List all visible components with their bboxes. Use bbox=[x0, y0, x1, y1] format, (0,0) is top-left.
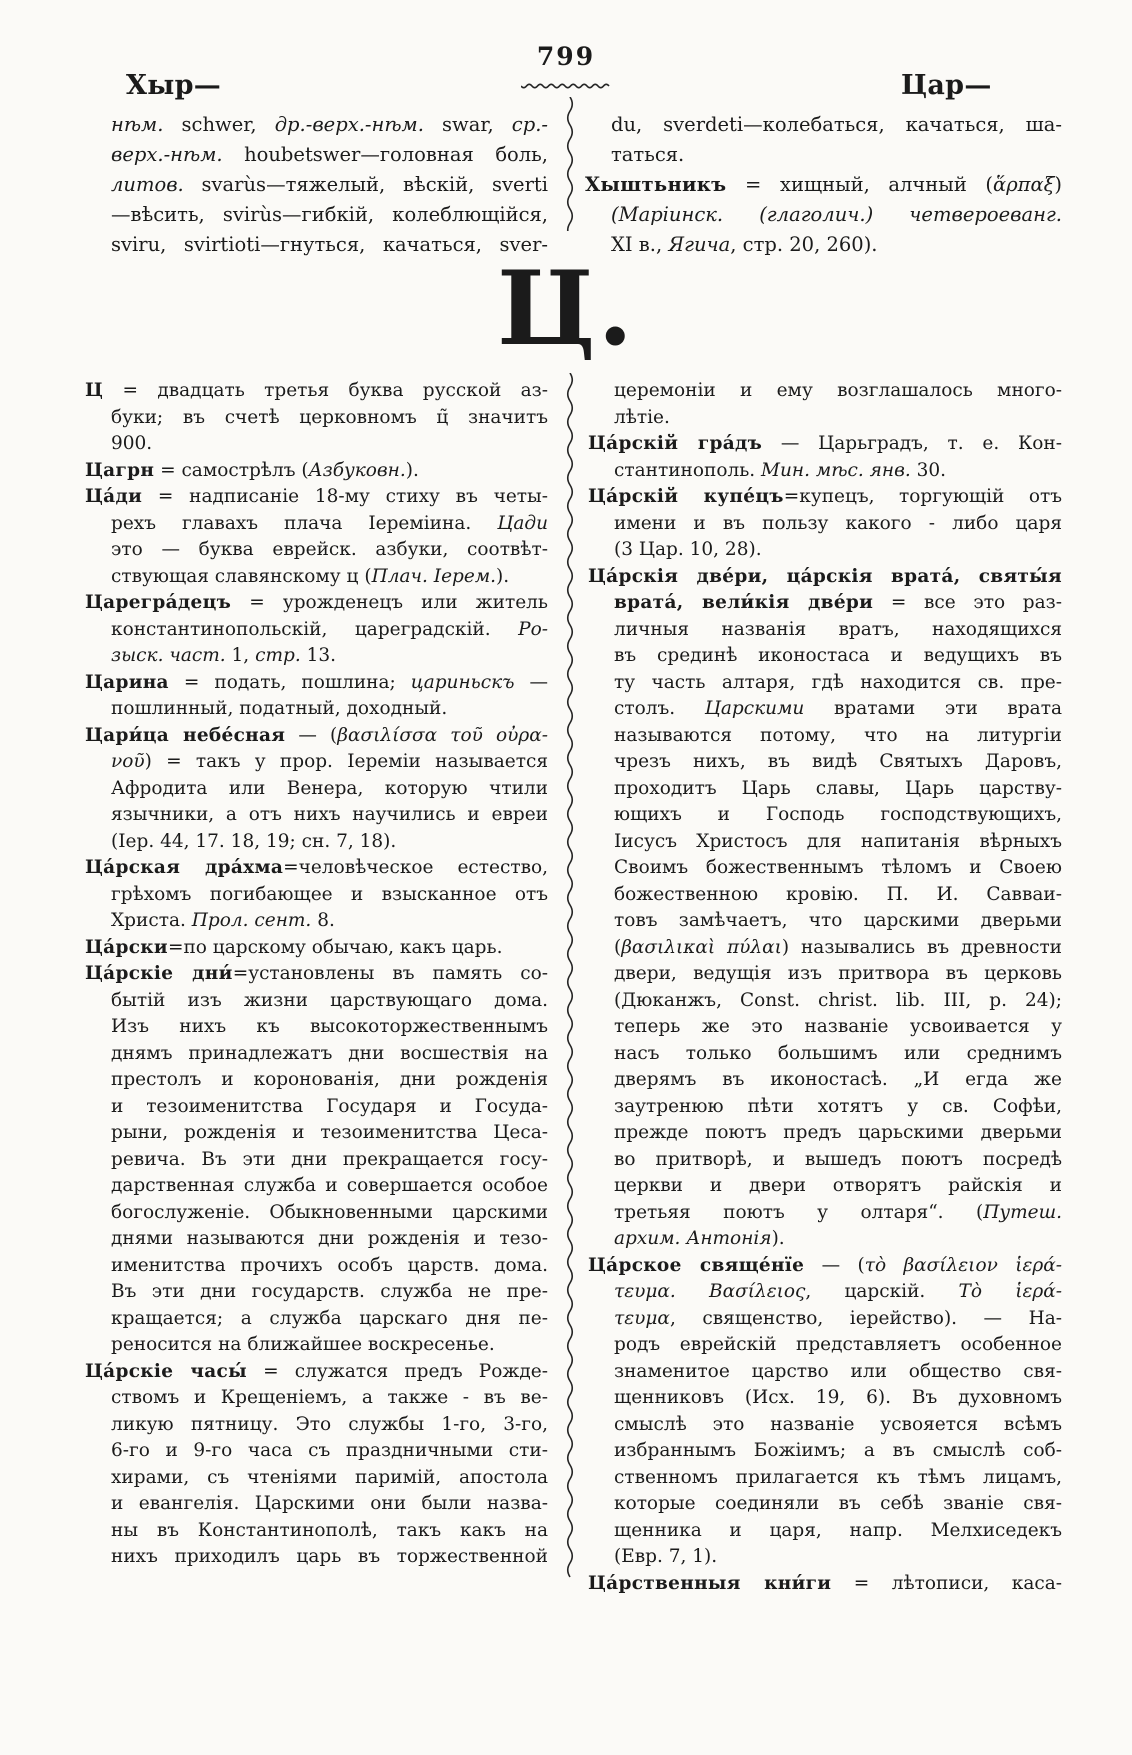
text-line bbox=[85, 1041, 548, 1068]
text-line bbox=[588, 855, 1062, 882]
body-text: Въ эти дни государств. служба не пре- bbox=[111, 1281, 548, 1302]
text-line bbox=[588, 1412, 1062, 1439]
dictionary-entry bbox=[85, 378, 548, 458]
body-text: богослуженіе. Обыкновенными царскими bbox=[111, 1201, 548, 1223]
body-text: — bbox=[514, 671, 548, 693]
body-text: = урожденецъ или житель bbox=[231, 592, 548, 613]
body-text: заутренюю пѣти хотятъ у св. Софѣи, bbox=[614, 1095, 1062, 1117]
reference-text: Азбуковн. bbox=[308, 459, 406, 481]
body-text: рыни, рожденія и тезоименитства Цеса- bbox=[111, 1122, 548, 1143]
body-text: теперь же это названіе усвоивается у bbox=[614, 1016, 1062, 1037]
body-text: ). bbox=[496, 565, 510, 587]
reference-text: (Маріинск. (глаголич.) четвероеванг. bbox=[611, 203, 1062, 226]
body-text: 30. bbox=[910, 459, 947, 481]
body-text: ны въ Константинополѣ, такъ какъ на bbox=[111, 1519, 548, 1541]
text-line bbox=[85, 1014, 548, 1041]
headword: Ца́рственныя кни́ги bbox=[588, 1572, 832, 1594]
text-line bbox=[588, 988, 1062, 1015]
body-text: нихъ приходилъ царь въ торжественной bbox=[111, 1546, 548, 1567]
text-line bbox=[85, 110, 548, 140]
body-text: дверямъ въ иконостасѣ. „И егда же bbox=[614, 1069, 1062, 1090]
dictionary-entry bbox=[85, 723, 548, 856]
body-text: стантинополь. bbox=[614, 459, 762, 481]
text-line bbox=[585, 200, 1062, 230]
text-line bbox=[588, 1544, 1062, 1571]
text-line bbox=[85, 1279, 548, 1306]
text-line bbox=[85, 200, 548, 230]
text-line bbox=[85, 749, 548, 776]
text-line bbox=[588, 643, 1062, 670]
text-line bbox=[85, 537, 548, 564]
greek-text: βασιλικαὶ πύλαι bbox=[621, 936, 782, 958]
text-line bbox=[85, 590, 548, 617]
body-text: прежде поютъ предъ царьскими дверьми bbox=[614, 1122, 1062, 1143]
headword: Ца́рскіе часы́ bbox=[85, 1360, 247, 1382]
body-text: (3 Цар. 10, 28). bbox=[614, 539, 762, 560]
text-line bbox=[585, 170, 1062, 200]
body-text: и евангелія. Царскими они были назва- bbox=[111, 1493, 548, 1514]
greek-text: νοῦ bbox=[111, 751, 145, 772]
text-line bbox=[588, 749, 1062, 776]
text-line bbox=[85, 1067, 548, 1094]
body-text: svarùs—тяжелый, вѣскій, sverti bbox=[183, 173, 548, 196]
body-text: swar, bbox=[423, 113, 512, 136]
body-text: проходитъ Царь славы, Царь царству- bbox=[614, 777, 1062, 799]
text-line bbox=[85, 1518, 548, 1545]
text-line bbox=[588, 537, 1062, 564]
body-text: 6-го и 9-го часа съ праздничными сти- bbox=[111, 1440, 548, 1461]
dictionary-entry bbox=[588, 1253, 1062, 1571]
text-line bbox=[588, 1014, 1062, 1041]
page-number-rule bbox=[521, 82, 619, 91]
body-text: Своимъ божественнымъ тѣломъ и Своею bbox=[614, 857, 1062, 878]
dictionary-entry bbox=[85, 935, 548, 962]
body-text: двери, ведущія изъ притвора въ церковь bbox=[614, 963, 1062, 984]
body-text: ) = такъ у прор. Іереміи называется bbox=[144, 751, 548, 772]
text-line bbox=[85, 1200, 548, 1227]
text-line bbox=[588, 1173, 1062, 1200]
body-text: константинопольскій, цареградскій. bbox=[111, 618, 519, 640]
text-line bbox=[85, 1120, 548, 1147]
text-line bbox=[588, 1518, 1062, 1545]
dictionary-entry bbox=[85, 855, 548, 935]
body-text: ). bbox=[771, 1228, 785, 1249]
text-line bbox=[85, 723, 548, 750]
body-text: третьяя поютъ у олтаря“. ( bbox=[614, 1201, 984, 1223]
text-line bbox=[85, 484, 548, 511]
body-text: ту часть алтаря, гдѣ находится св. пре- bbox=[614, 671, 1062, 693]
dictionary-entry bbox=[588, 1571, 1062, 1598]
text-line bbox=[588, 484, 1062, 511]
text-line bbox=[588, 1491, 1062, 1518]
text-line bbox=[588, 723, 1062, 750]
body-text: пошлинный, податный, доходный. bbox=[111, 698, 448, 719]
body-text: хирами, съ чтеніями паримій, апостола bbox=[111, 1466, 548, 1488]
text-line bbox=[85, 1438, 548, 1465]
body-text: schwer, bbox=[163, 113, 275, 136]
text-line bbox=[85, 405, 548, 432]
body-text: буки; въ счетѣ церковномъ ц̃ значитъ bbox=[111, 406, 548, 428]
headword: Ца́рскія две́ри, ца́рскія врата́, святы́я bbox=[588, 565, 1062, 587]
body-text: —вѣсить, svirùs—гибкій, колеблющійся, bbox=[111, 203, 548, 226]
reference-text: Прол. сент. bbox=[191, 910, 312, 931]
reference-text: Ро- bbox=[518, 618, 548, 640]
text-line bbox=[588, 1120, 1062, 1147]
body-text: ствующая славянскому ц ( bbox=[111, 565, 372, 587]
text-line bbox=[588, 696, 1062, 723]
body-text: столъ. bbox=[614, 698, 705, 719]
body-text: церкви и двери отворятъ райскія и bbox=[614, 1175, 1062, 1196]
body-text: ) назывались въ древности bbox=[781, 936, 1063, 958]
body-text: ). bbox=[405, 459, 419, 481]
body-text: имени и въ пользу какого - либо царя bbox=[614, 512, 1062, 534]
text-line bbox=[588, 511, 1062, 538]
continuation-paragraph bbox=[588, 378, 1062, 431]
body-text: родъ еврейскій представляетъ особенное bbox=[614, 1334, 1062, 1355]
text-line bbox=[85, 564, 548, 591]
text-line bbox=[588, 1359, 1062, 1386]
body-text: церемоніи и ему возглашалось много- bbox=[614, 380, 1062, 401]
body-text: товъ замѣчаетъ, что царскими дверьми bbox=[614, 910, 1062, 931]
body-text: Изъ нихъ къ высокоторжественнымъ bbox=[111, 1016, 548, 1037]
reference-text: ср.- bbox=[511, 113, 548, 136]
body-text: du, sverdeti—колебаться, качаться, ша- bbox=[611, 113, 1062, 136]
text-line bbox=[588, 1332, 1062, 1359]
dictionary-entry bbox=[588, 564, 1062, 1253]
headword: Ц bbox=[85, 380, 104, 401]
text-line bbox=[85, 378, 548, 405]
text-line bbox=[85, 802, 548, 829]
body-text: божественною кровію. П. И. Савваи- bbox=[614, 883, 1062, 905]
body-text: = надписаніе 18-му стиху въ четы- bbox=[142, 486, 548, 507]
top-right-column bbox=[585, 110, 1062, 260]
headword: Ца́рскіе дни́ bbox=[85, 963, 233, 984]
text-line bbox=[85, 1094, 548, 1121]
body-text: личныя названія вратъ, находящихся bbox=[614, 618, 1062, 640]
body-text: Христа. bbox=[111, 910, 192, 931]
body-text: бытій изъ жизни царствующаго дома. bbox=[111, 989, 548, 1011]
text-line bbox=[588, 882, 1062, 909]
body-text: XI в., bbox=[611, 233, 669, 256]
body-text: , царскій. bbox=[805, 1281, 959, 1302]
text-line bbox=[85, 1359, 548, 1386]
text-line bbox=[588, 405, 1062, 432]
body-text: кращается; а служба царскаго дня пе- bbox=[111, 1307, 548, 1329]
body-text: во притворѣ, и вышедъ поютъ посредѣ bbox=[614, 1148, 1062, 1170]
body-text: 8. bbox=[311, 910, 335, 931]
reference-text: стр. bbox=[255, 645, 301, 666]
body-text: ликую пятницу. Это службы 1-го, 3-го, bbox=[111, 1413, 548, 1435]
text-line bbox=[585, 230, 1062, 260]
text-line bbox=[85, 882, 548, 909]
body-text: , священство, іерейство). — На- bbox=[669, 1307, 1062, 1329]
reference-text: Цади bbox=[497, 512, 548, 534]
reference-text: цариньскъ bbox=[410, 671, 515, 693]
body-text: Афродита или Венера, которую чтили bbox=[111, 777, 548, 799]
headword: Царина bbox=[85, 671, 169, 693]
headword: Царегра́децъ bbox=[85, 592, 232, 613]
body-text: ) bbox=[1054, 173, 1062, 196]
text-line bbox=[588, 458, 1062, 485]
headword: Ца́рскій купе́цъ bbox=[588, 486, 784, 507]
text-line bbox=[588, 617, 1062, 644]
body-text: насъ только большимъ или среднимъ bbox=[614, 1042, 1062, 1064]
page-number: 799 bbox=[536, 42, 596, 71]
text-line bbox=[588, 1465, 1062, 1492]
body-text: houbetswer—головная боль, bbox=[222, 143, 548, 166]
body-text: ющихъ и Господь господствующихъ, bbox=[614, 804, 1062, 825]
dictionary-entry bbox=[85, 670, 548, 723]
text-line bbox=[85, 170, 548, 200]
body-text: называются потому, что на литургіи bbox=[614, 724, 1062, 746]
body-text: знаменитое царство или общество свя- bbox=[614, 1360, 1062, 1382]
body-text: = лѣтописи, каса- bbox=[831, 1572, 1062, 1594]
body-text: (Іер. 44, 17. 18, 19; сн. 7, 18). bbox=[111, 830, 397, 852]
headword: врата́, вели́кія две́ри bbox=[614, 592, 874, 613]
headword: Ца́рскій гра́дъ bbox=[588, 433, 763, 454]
text-line bbox=[85, 988, 548, 1015]
text-line bbox=[588, 1385, 1062, 1412]
dictionary-entry bbox=[85, 484, 548, 590]
body-text: язычники, а отъ нихъ научились и евреи bbox=[111, 804, 548, 825]
reference-text: Плач. Іерем. bbox=[371, 565, 497, 587]
text-line bbox=[588, 564, 1062, 591]
reference-text: Мин. мѣс. янв. bbox=[761, 459, 911, 481]
text-line bbox=[85, 1412, 548, 1439]
body-text: (Евр. 7, 1). bbox=[614, 1546, 718, 1567]
body-text: въ срединѣ иконостаса и ведущихъ въ bbox=[614, 645, 1062, 666]
greek-text: τὸ βασίλειον ἱερά- bbox=[864, 1254, 1063, 1276]
dictionary-entry bbox=[585, 170, 1062, 260]
text-line bbox=[85, 855, 548, 882]
body-text: = хищный, алчный ( bbox=[726, 173, 994, 196]
body-text: = служатся предъ Рожде- bbox=[246, 1360, 548, 1382]
text-line bbox=[588, 670, 1062, 697]
body-text: = все это раз- bbox=[873, 592, 1062, 613]
greek-text: τευμα bbox=[614, 1307, 670, 1329]
text-line bbox=[588, 1094, 1062, 1121]
text-line bbox=[588, 961, 1062, 988]
body-text: и тезоименитства Государя и Госуда- bbox=[111, 1095, 548, 1117]
dictionary-entry bbox=[588, 431, 1062, 484]
text-line bbox=[85, 1544, 548, 1571]
reference-text: зыск. част. bbox=[111, 645, 226, 666]
body-text: смыслѣ это названіе усвояется всѣмъ bbox=[614, 1413, 1062, 1435]
body-text: , стр. 20, 260). bbox=[730, 233, 878, 256]
text-line bbox=[85, 1173, 548, 1200]
dictionary-entry bbox=[85, 590, 548, 670]
text-line bbox=[85, 1306, 548, 1333]
text-line bbox=[588, 935, 1062, 962]
body-text: избраннымъ Божіимъ; а въ смыслѣ соб- bbox=[614, 1440, 1062, 1461]
headword: Цагрн bbox=[85, 459, 155, 481]
body-text: 900. bbox=[111, 433, 153, 454]
body-text: дарственная служба и совершается особое bbox=[111, 1175, 548, 1196]
body-text: =человѣческое естество, bbox=[283, 857, 549, 878]
greek-text: ἅρπαξ bbox=[993, 173, 1055, 196]
body-text: ревича. Въ эти дни прекращается госу- bbox=[111, 1148, 548, 1170]
text-line bbox=[588, 776, 1062, 803]
reference-text: Путеш. bbox=[983, 1201, 1062, 1223]
text-line bbox=[585, 110, 1062, 140]
left-column bbox=[85, 378, 548, 1571]
text-line bbox=[85, 643, 548, 670]
dictionary-entry bbox=[85, 458, 548, 485]
body-text: рехъ главахъ плача Іереміина. bbox=[111, 512, 498, 534]
headword: Хыштьникъ bbox=[585, 173, 727, 196]
text-line bbox=[588, 1041, 1062, 1068]
body-text: чрезъ нихъ, въ видѣ Святыхъ Даровъ, bbox=[614, 751, 1062, 772]
greek-text: Τὸ ἱερά- bbox=[958, 1281, 1062, 1302]
body-text: щенниковъ (Исх. 19, 6). Въ духовномъ bbox=[614, 1387, 1062, 1408]
body-text: ственномъ прилагается къ тѣмъ лицамъ, bbox=[614, 1466, 1062, 1488]
body-text: днямъ принадлежатъ дни восшествія на bbox=[111, 1042, 548, 1064]
text-line bbox=[85, 1332, 548, 1359]
text-line bbox=[588, 1438, 1062, 1465]
text-line bbox=[588, 431, 1062, 458]
body-text: грѣхомъ погибающее и взысканное отъ bbox=[111, 883, 548, 905]
body-text: — ( bbox=[285, 724, 338, 746]
reference-text: др.-верх.-нѣм. bbox=[274, 113, 424, 136]
reference-text: архим. Антонія bbox=[614, 1228, 772, 1249]
text-line bbox=[588, 378, 1062, 405]
text-line bbox=[588, 802, 1062, 829]
text-line bbox=[85, 511, 548, 538]
top-left-column bbox=[85, 110, 548, 260]
text-line bbox=[85, 935, 548, 962]
body-text: 1, bbox=[225, 645, 256, 666]
body-text: = самострѣлъ ( bbox=[154, 459, 309, 481]
text-line bbox=[588, 908, 1062, 935]
text-line bbox=[85, 776, 548, 803]
body-text: щенника и царя, напр. Мелхиседекъ bbox=[614, 1519, 1062, 1541]
running-head-left: Хыр— bbox=[126, 70, 222, 101]
text-line bbox=[588, 590, 1062, 617]
body-text: =купецъ, торгующій отъ bbox=[783, 486, 1062, 507]
text-line bbox=[588, 1571, 1062, 1598]
text-line bbox=[588, 1306, 1062, 1333]
text-line bbox=[588, 1253, 1062, 1280]
section-letter: Ц. bbox=[496, 249, 636, 369]
dictionary-entry bbox=[588, 484, 1062, 564]
text-line bbox=[85, 961, 548, 988]
text-line bbox=[85, 1385, 548, 1412]
dictionary-entry bbox=[85, 961, 548, 1359]
reference-text: верх.-нѣм. bbox=[111, 143, 223, 166]
text-line bbox=[85, 696, 548, 723]
body-text: престолъ и коронованія, дни рожденія bbox=[111, 1069, 548, 1090]
body-text: которые соединяли въ себѣ званіе свя- bbox=[614, 1493, 1062, 1514]
reference-text: нѣм. bbox=[111, 113, 164, 136]
text-line bbox=[588, 1200, 1062, 1227]
text-line bbox=[85, 1491, 548, 1518]
text-line bbox=[85, 1253, 548, 1280]
body-text: таться. bbox=[611, 143, 685, 166]
body-text: =установлены въ память со- bbox=[232, 963, 548, 984]
headword: Ца́рская дра́хма bbox=[85, 857, 284, 878]
text-line bbox=[85, 1147, 548, 1174]
right-column bbox=[588, 378, 1062, 1597]
body-text: = подать, пошлина; bbox=[168, 671, 411, 693]
body-text: Іисусъ Христосъ для напитанія вѣрныхъ bbox=[614, 830, 1062, 852]
text-line bbox=[588, 1226, 1062, 1253]
text-line bbox=[85, 670, 548, 697]
headword: Ца́рски bbox=[85, 936, 168, 958]
text-line bbox=[85, 140, 548, 170]
text-line bbox=[85, 829, 548, 856]
text-line bbox=[588, 1147, 1062, 1174]
body-text: вратами эти врата bbox=[804, 698, 1062, 719]
headword: Ца́рское свяще́нїе bbox=[588, 1254, 805, 1276]
text-line bbox=[588, 1279, 1062, 1306]
headword: Ца́ди bbox=[85, 486, 143, 507]
body-text: днями называются дни рожденія и тезо- bbox=[111, 1228, 548, 1249]
text-line bbox=[85, 908, 548, 935]
reference-text: Царскими bbox=[704, 698, 805, 719]
text-line bbox=[85, 431, 548, 458]
text-line bbox=[85, 1465, 548, 1492]
body-text: (Дюканжъ, Const. christ. lib. III, p. 24); bbox=[614, 989, 1062, 1011]
body-text: ствомъ и Крещеніемъ, а также - въ ве- bbox=[111, 1387, 548, 1408]
body-text: это — буква еврейск. азбуки, соотвѣт- bbox=[111, 539, 548, 560]
reference-text: литов. bbox=[111, 173, 184, 196]
body-text: =по царскому обычаю, какъ царь. bbox=[167, 936, 503, 958]
text-line bbox=[588, 1067, 1062, 1094]
text-line bbox=[85, 617, 548, 644]
text-line bbox=[85, 230, 548, 260]
body-text: 13. bbox=[300, 645, 337, 666]
column-divider-body bbox=[565, 373, 575, 1585]
body-text: sviru, svirtioti—гнуться, качаться, sver- bbox=[111, 233, 548, 256]
continuation-paragraph bbox=[85, 110, 548, 260]
greek-text: τευμα. Βασίλειος bbox=[614, 1281, 806, 1302]
text-line bbox=[85, 1226, 548, 1253]
body-text: — ( bbox=[804, 1254, 865, 1276]
dictionary-entry bbox=[85, 1359, 548, 1571]
body-text: — Царьградъ, т. е. Кон- bbox=[762, 433, 1062, 454]
body-text: лѣтіе. bbox=[614, 406, 670, 428]
reference-text: Ягича bbox=[668, 233, 731, 256]
body-text: реносится на ближайшее воскресенье. bbox=[111, 1334, 495, 1355]
headword: Цари́ца небе́сная bbox=[85, 724, 286, 746]
body-text: именитства прочихъ особъ царств. дома. bbox=[111, 1254, 548, 1276]
body-text: ( bbox=[614, 936, 622, 958]
continuation-paragraph bbox=[585, 110, 1062, 170]
running-head-right: Цар— bbox=[901, 70, 992, 101]
text-line bbox=[585, 140, 1062, 170]
text-line bbox=[588, 829, 1062, 856]
body-text: = двадцать третья буква русской аз- bbox=[103, 380, 548, 401]
column-divider-top bbox=[565, 97, 575, 231]
greek-text: βασιλίσσα τοῦ οὐρα- bbox=[337, 724, 548, 746]
text-line bbox=[85, 458, 548, 485]
